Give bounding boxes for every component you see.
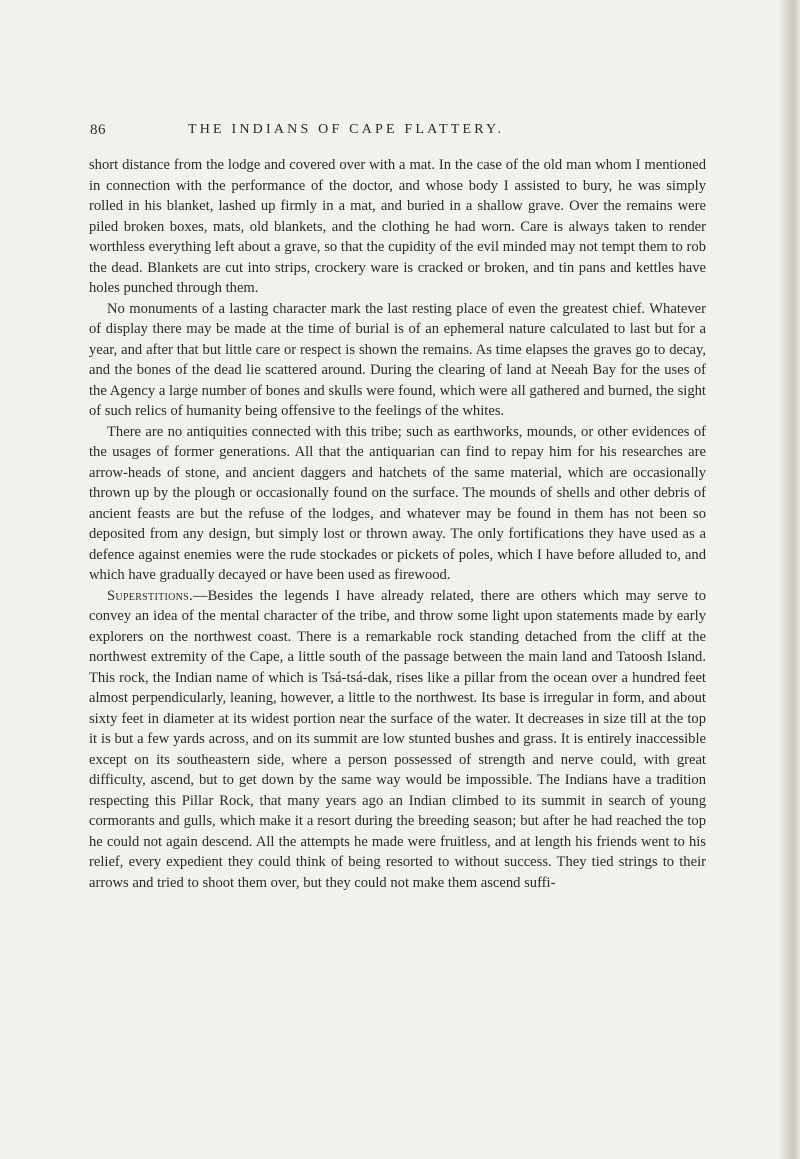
paragraph: short distance from the lodge and covered over with a mat. In the case of the old man whom I mentioned in connection with the performance of the doctor, and whose body I assisted to bury, he was simply rolled in his blanket, lashed up firmly in a mat, and buried in a shallow grave. Over the remains were piled broken boxes, mats, old blankets, and the clothing he had worn. Care is always taken to render worthless everything left about a grave, so that the cupidity of the evil minded may not tempt them to rob the dead. Blankets are cut into strips, crockery ware is cracked or broken, and tin pans and kettles have holes punched through them. <box>89 157 706 296</box>
paragraph: There are no antiquities connected with this tribe; such as earthworks, mounds, or other evidences of the usages of former generations. All that the antiquarian can find to repay him for his researches are arrow-heads of stone, and ancient daggers and hatchets of the same material, which are occasionally thrown up by the plough or occasionally found on the surface. The mounds of shells and other debris of ancient feasts are but the refuse of the lodges, and whatever may be found in them has not been so deposited from any design, but simply lost or thrown away. The only fortifications they have used as a defence against enemies were the rude stockades or pickets of poles, which I have before alluded to, and which have gradually decayed or have been used as firewood. <box>89 423 706 583</box>
paragraph-text: —Besides the legends I have already related, there are others which may serve to convey an idea of the mental character of the tribe, and throw some light upon statements made by early explorers on the northwest coast. There is a remarkable rock standing detached from the cliff at the northwest extremity of the Cape, a little south of the passage between the main land and Tatoosh Island. This rock, the Indian name of which is Tsá-tsá-dak, rises like a pillar from the ocean over a hundred feet almost perpendicularly, leaning, however, a little to the northwest. Its base is irregular in form, and about sixty feet in diameter at its widest portion near the surface of the water. It decreases in size till at the top it is but a few yards across, and on its summit are low stunted bushes and grass. It is entirely inaccessible except on its southeastern side, where a person possessed of strength and nerve could, with great difficulty, ascend, but to get down by the same way would be impossible. The Indians have a tradition respecting this Pillar Rock, that many years ago an Indian climbed to its summit in search of young cormorants and gulls, which make it a resort during the breeding season; but after he had reached the top he could not again descend. All the attempts he made were fruitless, and at length his friends went to his relief, every expedient they could think of being resorted to without success. They tied strings to their arrows and tried to shoot them over, but they could not make them ascend suffi- <box>89 587 706 891</box>
paragraph: No monuments of a lasting character mark the last resting place of even the greatest chief. Whatever of display there may be made at the time of burial is of an ephemeral nature calculated to last but for a year, and after that but little care or respect is shown the remains. As time elapses the graves go to decay, and the bones of the dead lie scattered around. During the clearing of land at Neeah Bay for the uses of the Agency a large number of bones and skulls were found, which were all gathered and burned, the sight of such relics of humanity being offensive to the feelings of the whites. <box>89 300 706 419</box>
paragraph <box>89 586 706 894</box>
section-heading: Superstitions. <box>107 587 193 604</box>
page-edge-shadow <box>778 0 800 1159</box>
body-text <box>89 155 706 893</box>
running-head: THE INDIANS OF CAPE FLATTERY. <box>188 122 505 137</box>
page-header <box>90 122 705 142</box>
page-number: 86 <box>90 122 106 138</box>
